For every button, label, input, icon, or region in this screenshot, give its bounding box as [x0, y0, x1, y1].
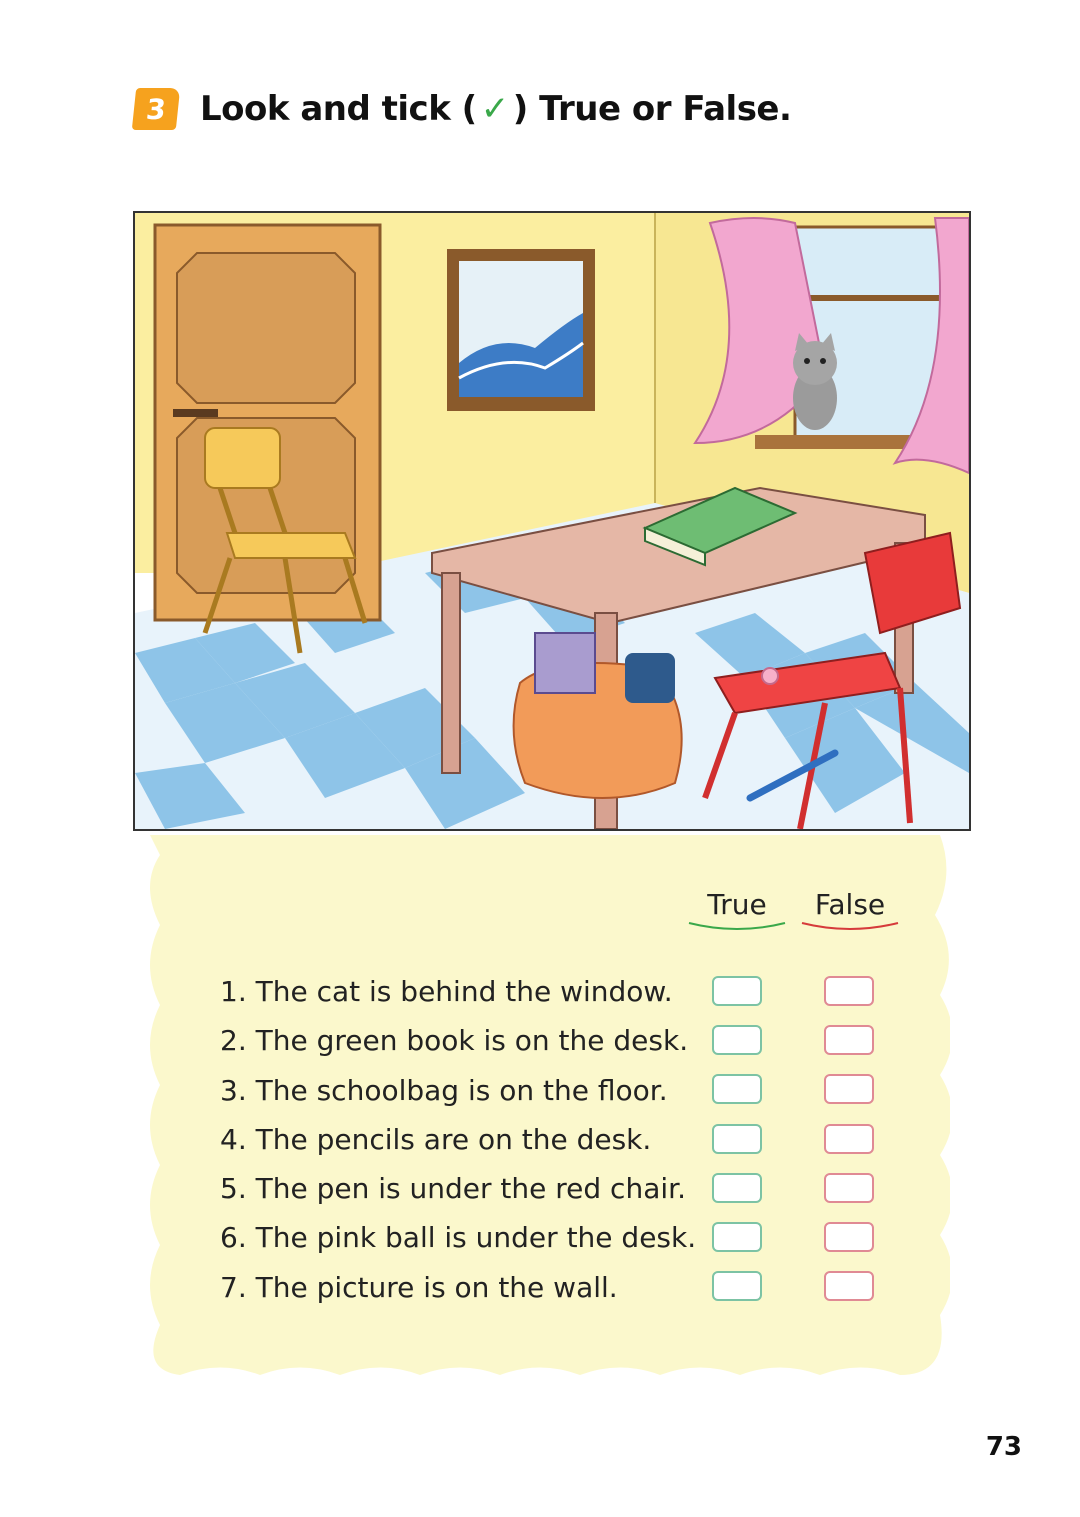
exercise-number-badge	[132, 88, 180, 130]
statement-1: 1. The cat is behind the window.	[220, 975, 673, 1008]
false-checkbox-3[interactable]	[824, 1074, 874, 1104]
room-illustration	[133, 211, 971, 831]
title-part-1: Look and tick (	[200, 89, 477, 129]
statement-list	[220, 970, 696, 1315]
false-underline	[800, 921, 900, 931]
true-underline	[687, 921, 787, 931]
false-checkbox-5[interactable]	[824, 1173, 874, 1203]
page-number: 73	[985, 1432, 1022, 1462]
cat	[793, 333, 837, 430]
statement-2: 2. The green book is on the desk.	[220, 1024, 689, 1058]
exercise-header	[134, 84, 791, 134]
statement-3: 3. The schoolbag is on the floor.	[220, 1073, 668, 1107]
exercise-title	[200, 89, 791, 129]
title-part-2: ) True or False.	[512, 89, 792, 129]
statement-5: 5. The pen is under the red chair.	[220, 1172, 686, 1206]
true-label: True	[707, 888, 767, 921]
false-checkbox-4[interactable]	[824, 1124, 874, 1154]
false-column-header	[800, 888, 900, 921]
true-checkbox-4[interactable]	[712, 1124, 762, 1154]
true-checkbox-7[interactable]	[712, 1271, 762, 1301]
true-checkbox-5[interactable]	[712, 1173, 762, 1203]
room-scene-svg	[135, 213, 969, 829]
statement-4: 4. The pencils are on the desk.	[220, 1122, 652, 1156]
true-checkbox-1[interactable]	[712, 976, 762, 1006]
statement-6: 6. The pink ball is under the desk.	[220, 1221, 697, 1255]
true-checkbox-2[interactable]	[712, 1025, 762, 1055]
false-checkbox-6[interactable]	[824, 1222, 874, 1252]
false-checkbox-7[interactable]	[824, 1271, 874, 1301]
door-handle	[173, 409, 218, 417]
true-checkbox-6[interactable]	[712, 1222, 762, 1252]
true-checkbox-3[interactable]	[712, 1074, 762, 1104]
tick-icon: ✓	[480, 89, 509, 129]
false-label: False	[814, 888, 886, 921]
exercise-number: 3	[144, 92, 168, 126]
false-checkbox-1[interactable]	[824, 976, 874, 1006]
false-checkbox-2[interactable]	[824, 1025, 874, 1055]
true-column-header	[687, 888, 787, 921]
statement-7: 7. The picture is on the wall.	[220, 1270, 618, 1304]
